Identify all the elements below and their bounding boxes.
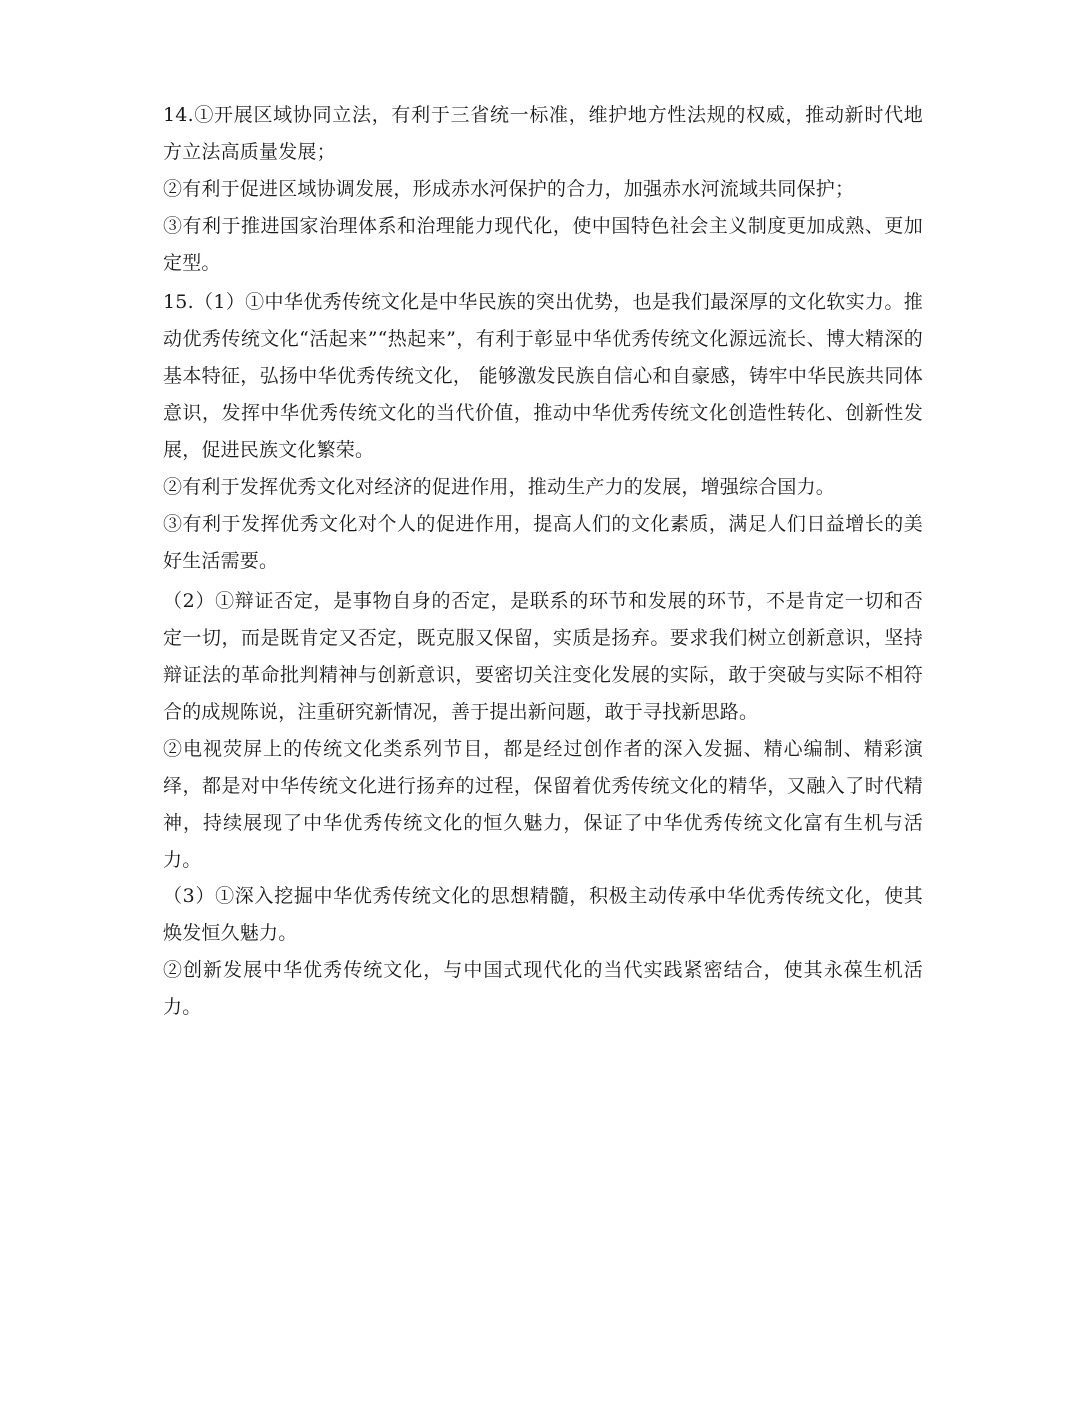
answer-15-1-point-1: 15.（1）①中华优秀传统文化是中华民族的突出优势，也是我们最深厚的文化软实力。推动优秀传统文化“活起来”“热起来”，有利于彰显中华优秀传统文化源远流长、博大精深的基本特征，弘扬中华优秀传统文化， 能够激发民族自信心和自豪感，铸牢中华民族共同体意识，发挥中华优秀传统文化的当代价值，推动中华优秀传统文化创造性转化、创新性发展，促进民族文化繁荣。 bbox=[163, 291, 923, 461]
answer-15-part-1 bbox=[163, 284, 923, 580]
answer-15-part-3 bbox=[163, 878, 923, 1026]
answer-14 bbox=[163, 97, 923, 282]
answer-14-point-2: ②有利于促进区域协调发展，形成赤水河保护的合力，加强赤水河流域共同保护； bbox=[163, 178, 855, 200]
answer-15-1-point-2: ②有利于发挥优秀文化对经济的促进作用，推动生产力的发展，增强综合国力。 bbox=[163, 476, 836, 498]
answer-15-3-point-1: （3）①深入挖掘中华优秀传统文化的思想精髓，积极主动传承中华优秀传统文化，使其焕发恒久魅力。 bbox=[163, 885, 923, 944]
answer-15-part-2 bbox=[163, 583, 923, 879]
answer-15-3-point-2: ②创新发展中华优秀传统文化，与中国式现代化的当代实践紧密结合，使其永葆生机活力。 bbox=[163, 959, 923, 1018]
answer-14-point-1: 14.①开展区域协同立法，有利于三省统一标准，维护地方性法规的权威，推动新时代地方立法高质量发展； bbox=[163, 104, 923, 163]
answer-15-1-point-3: ③有利于发挥优秀文化对个人的促进作用，提高人们的文化素质，满足人们日益增长的美好生活需要。 bbox=[163, 513, 923, 572]
answer-15-2-point-2: ②电视荧屏上的传统文化类系列节目，都是经过创作者的深入发掘、精心编制、精彩演绎，都是对中华传统文化进行扬弃的过程，保留着优秀传统文化的精华，又融入了时代精神，持续展现了中华优秀传统文化的恒久魅力，保证了中华优秀传统文化富有生机与活力。 bbox=[163, 738, 923, 871]
answer-14-point-3: ③有利于推进国家治理体系和治理能力现代化，使中国特色社会主义制度更加成熟、更加定型。 bbox=[163, 215, 923, 274]
answer-15-2-point-1: （2）①辩证否定，是事物自身的否定，是联系的环节和发展的环节，不是肯定一切和否定一切，而是既肯定又否定，既克服又保留，实质是扬弃。要求我们树立创新意识，坚持辩证法的革命批判精神与创新意识，要密切关注变化发展的实际，敢于突破与实际不相符合的成规陈说，注重研究新情况，善于提出新问题，敢于寻找新思路。 bbox=[163, 590, 923, 723]
